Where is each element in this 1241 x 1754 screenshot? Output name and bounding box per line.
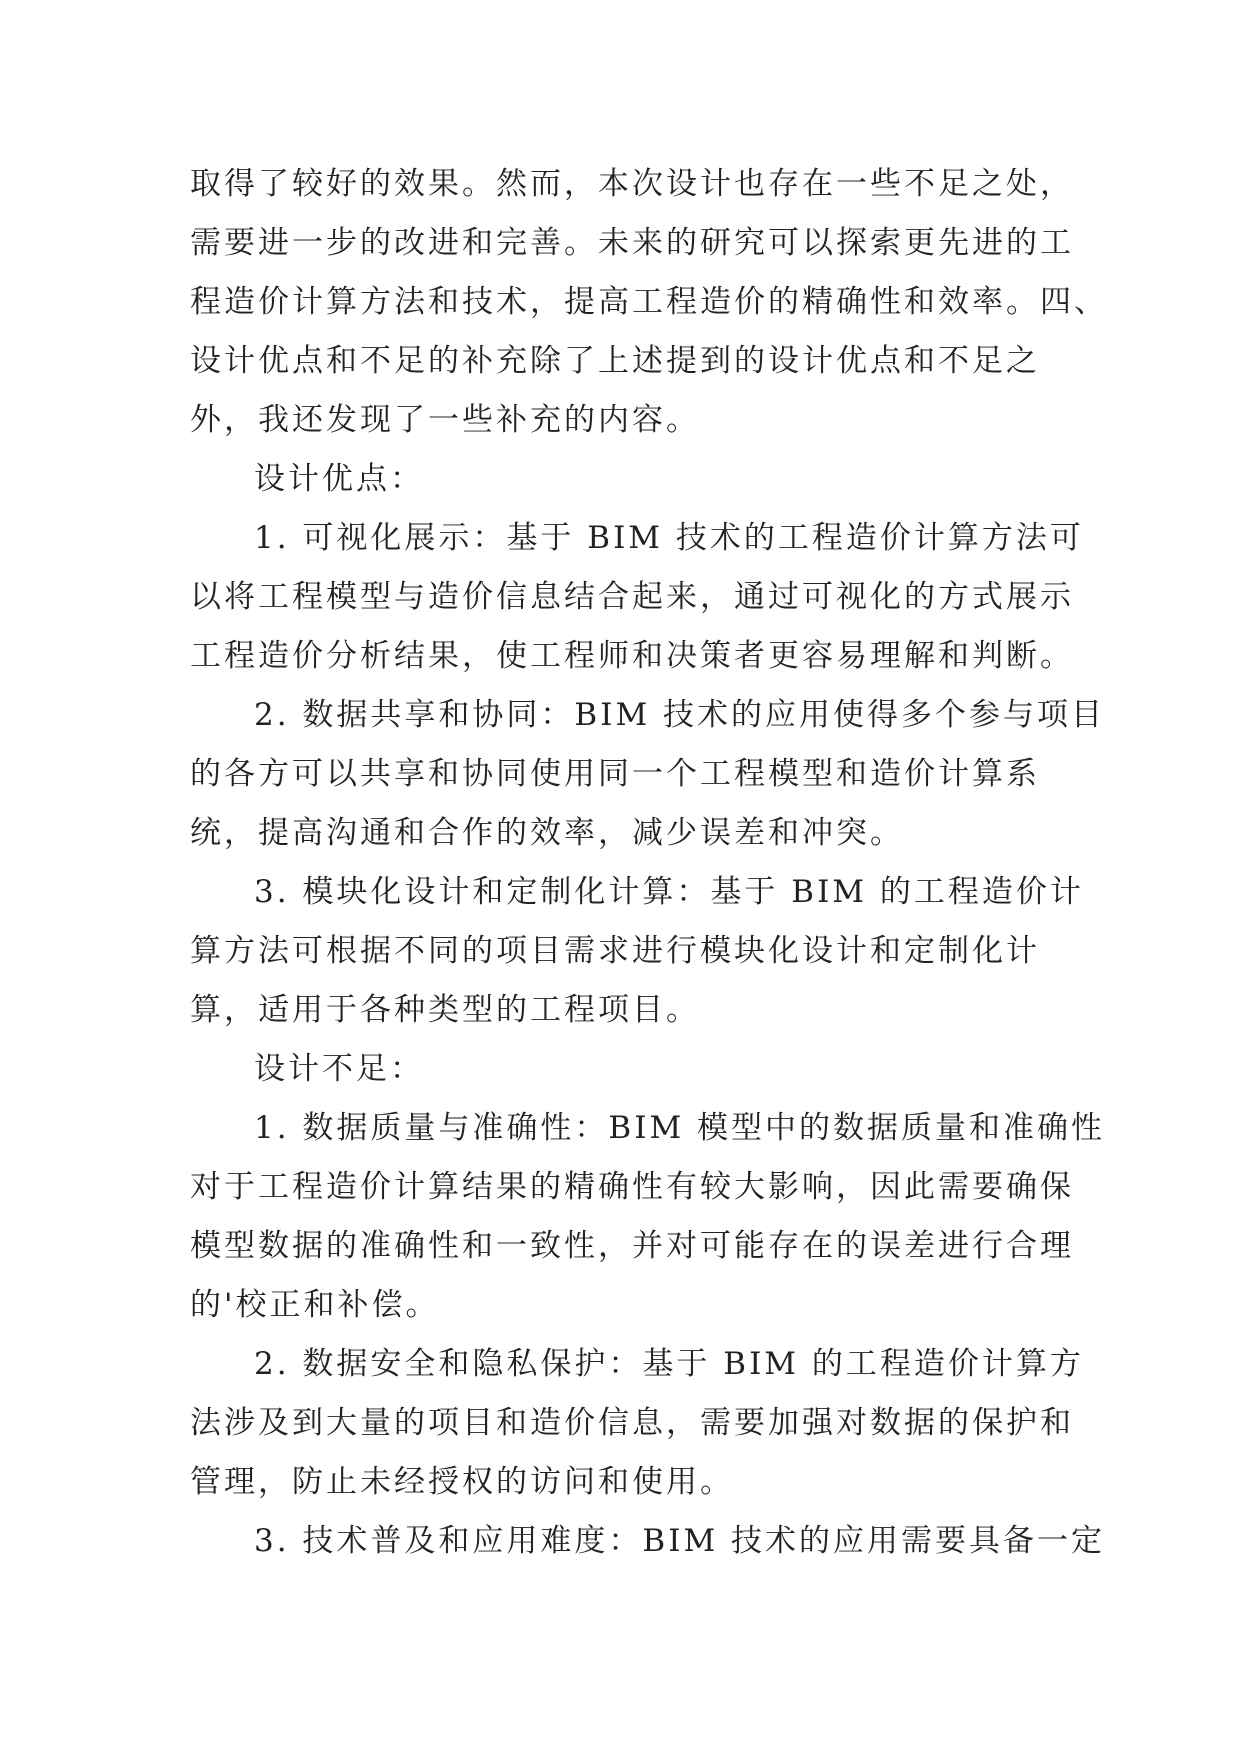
paragraph-advantage-2 (190, 686, 1106, 863)
text-line: 统，提高沟通和合作的效率，减少误差和冲突。 (190, 815, 904, 851)
heading-advantages (190, 450, 1070, 509)
text-line: 3. 模块化设计和定制化计算：基于 BIM 的工程造价计 (254, 874, 1084, 910)
text-line: 设计优点和不足的补充除了上述提到的设计优点和不足之 (190, 343, 1040, 379)
text-line: 算，适用于各种类型的工程项目。 (190, 992, 700, 1028)
paragraph-advantage-3 (190, 863, 1084, 1040)
text-line: 2. 数据共享和协同：BIM 技术的应用使得多个参与项目 (254, 697, 1106, 733)
text-line: 设计优点： (254, 461, 424, 497)
text-line: 取得了较好的效果。然而，本次设计也存在一些不足之处， (190, 166, 1074, 202)
paragraph-shortcoming-3 (190, 1512, 1106, 1571)
paragraph-conclusion (190, 155, 1108, 450)
text-line: 1. 数据质量与准确性：BIM 模型中的数据质量和准确性 (254, 1110, 1106, 1146)
text-line: 算方法可根据不同的项目需求进行模块化设计和定制化计 (190, 933, 1040, 969)
text-line: 3. 技术普及和应用难度：BIM 技术的应用需要具备一定 (254, 1523, 1106, 1559)
text-line: 工程造价分析结果，使工程师和决策者更容易理解和判断。 (190, 638, 1074, 674)
text-line: 设计不足： (254, 1051, 424, 1087)
paragraph-shortcoming-2 (190, 1335, 1084, 1512)
text-line: 的'校正和补偿。 (190, 1287, 440, 1323)
text-line: 管理，防止未经授权的访问和使用。 (190, 1464, 734, 1500)
text-line: 对于工程造价计算结果的精确性有较大影响，因此需要确保 (190, 1169, 1074, 1205)
document-body (190, 155, 1108, 1571)
text-line: 的各方可以共享和协同使用同一个工程模型和造价计算系 (190, 756, 1040, 792)
text-line: 程造价计算方法和技术，提高工程造价的精确性和效率。四、 (190, 284, 1108, 320)
text-line: 外，我还发现了一些补充的内容。 (190, 402, 700, 438)
paragraph-advantage-1 (190, 509, 1084, 686)
text-line: 以将工程模型与造价信息结合起来，通过可视化的方式展示 (190, 579, 1074, 615)
text-line: 模型数据的准确性和一致性，并对可能存在的误差进行合理 (190, 1228, 1074, 1264)
text-line: 法涉及到大量的项目和造价信息，需要加强对数据的保护和 (190, 1405, 1074, 1441)
paragraph-shortcoming-1 (190, 1099, 1106, 1335)
text-line: 1. 可视化展示：基于 BIM 技术的工程造价计算方法可 (254, 520, 1084, 556)
text-line: 需要进一步的改进和完善。未来的研究可以探索更先进的工 (190, 225, 1074, 261)
heading-shortcomings (190, 1040, 1070, 1099)
text-line: 2. 数据安全和隐私保护：基于 BIM 的工程造价计算方 (254, 1346, 1084, 1382)
